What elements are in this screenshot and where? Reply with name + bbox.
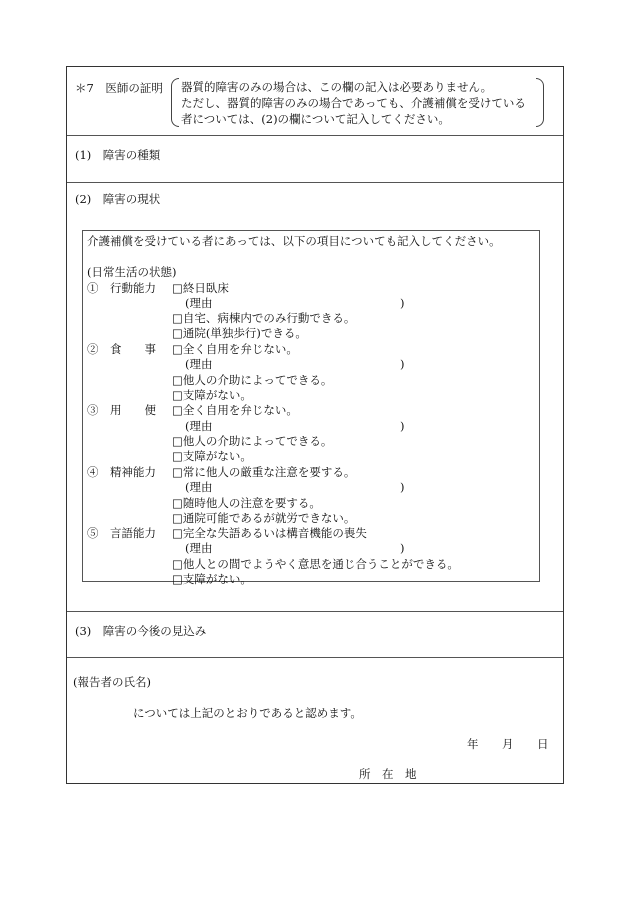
option-checkbox[interactable]: □全く自用を弁じない。 <box>172 403 298 417</box>
reason-open: (理由 <box>185 296 213 310</box>
section2-label: (2) 障害の現状 <box>75 192 161 206</box>
reason-close: ) <box>400 419 405 433</box>
date-year-label: 年 <box>467 737 479 751</box>
location-label: 所 在 地 <box>359 767 417 781</box>
category-label: ① 行動能力 <box>87 281 156 295</box>
section-divider <box>67 611 563 612</box>
date-month-label: 月 <box>502 737 514 751</box>
section7-note-line: 者については、(2)の欄について記入してください。 <box>181 112 450 126</box>
option-checkbox[interactable]: □他人の介助によってできる。 <box>172 373 333 387</box>
reporter-name-label: (報告者の氏名) <box>73 675 151 689</box>
daily-living-box <box>82 230 540 586</box>
option-checkbox[interactable]: □完全な失語あるいは構音機能の喪失 <box>172 526 367 540</box>
reason-open: (理由 <box>185 357 213 371</box>
category-label: ⑤ 言語能力 <box>87 526 156 540</box>
section7-label: ＊7 医師の証明 <box>75 81 163 95</box>
option-checkbox[interactable]: □常に他人の厳重な注意を要する。 <box>172 465 356 479</box>
category-label: ③ 用 便 <box>87 403 156 417</box>
option-checkbox[interactable]: □通院(単独歩行)できる。 <box>172 326 307 340</box>
section-divider <box>67 657 563 658</box>
section-divider <box>67 182 563 183</box>
instruction-text: 介護補償を受けている者にあっては、以下の項目についても記入してください。 <box>87 234 501 248</box>
reason-open: (理由 <box>185 419 213 433</box>
option-checkbox[interactable]: □通院可能であるが就労できない。 <box>172 511 356 525</box>
option-checkbox[interactable]: □自宅、病棟内でのみ行動できる。 <box>172 311 356 325</box>
section7-note-line: 器質的障害のみの場合は、この欄の記入は必要ありません。 <box>181 80 493 94</box>
section1-label: (1) 障害の種類 <box>75 148 161 162</box>
reason-close: ) <box>400 357 405 371</box>
option-checkbox[interactable]: □支障がない。 <box>172 449 252 463</box>
section7-note-line: ただし、器質的障害のみの場合であっても、介護補償を受けている <box>181 96 526 110</box>
option-checkbox[interactable]: □随時他人の注意を要する。 <box>172 496 321 510</box>
reason-close: ) <box>400 480 405 494</box>
option-checkbox[interactable]: □支障がない。 <box>172 572 252 586</box>
category-label: ④ 精神能力 <box>87 465 156 479</box>
note-bracket-left <box>171 78 179 127</box>
option-checkbox[interactable]: □他人との間でようやく意思を通じ合うことができる。 <box>172 557 459 571</box>
reason-close: ) <box>400 296 405 310</box>
daily-life-heading: (日常生活の状態) <box>87 265 177 279</box>
certify-text: については上記のとおりであると認めます。 <box>133 706 362 720</box>
note-bracket-right <box>536 78 544 127</box>
section3-label: (3) 障害の今後の見込み <box>75 624 207 638</box>
option-checkbox[interactable]: □支障がない。 <box>172 388 252 402</box>
reason-open: (理由 <box>185 480 213 494</box>
reason-open: (理由 <box>185 541 213 555</box>
option-checkbox[interactable]: □他人の介助によってできる。 <box>172 434 333 448</box>
option-checkbox[interactable]: □終日臥床 <box>172 281 229 295</box>
reason-close: ) <box>400 541 405 555</box>
certificate-form <box>66 66 564 784</box>
date-day-label: 日 <box>537 737 549 751</box>
option-checkbox[interactable]: □全く自用を弁じない。 <box>172 342 298 356</box>
section-divider <box>67 135 563 136</box>
category-label: ② 食 事 <box>87 342 156 356</box>
